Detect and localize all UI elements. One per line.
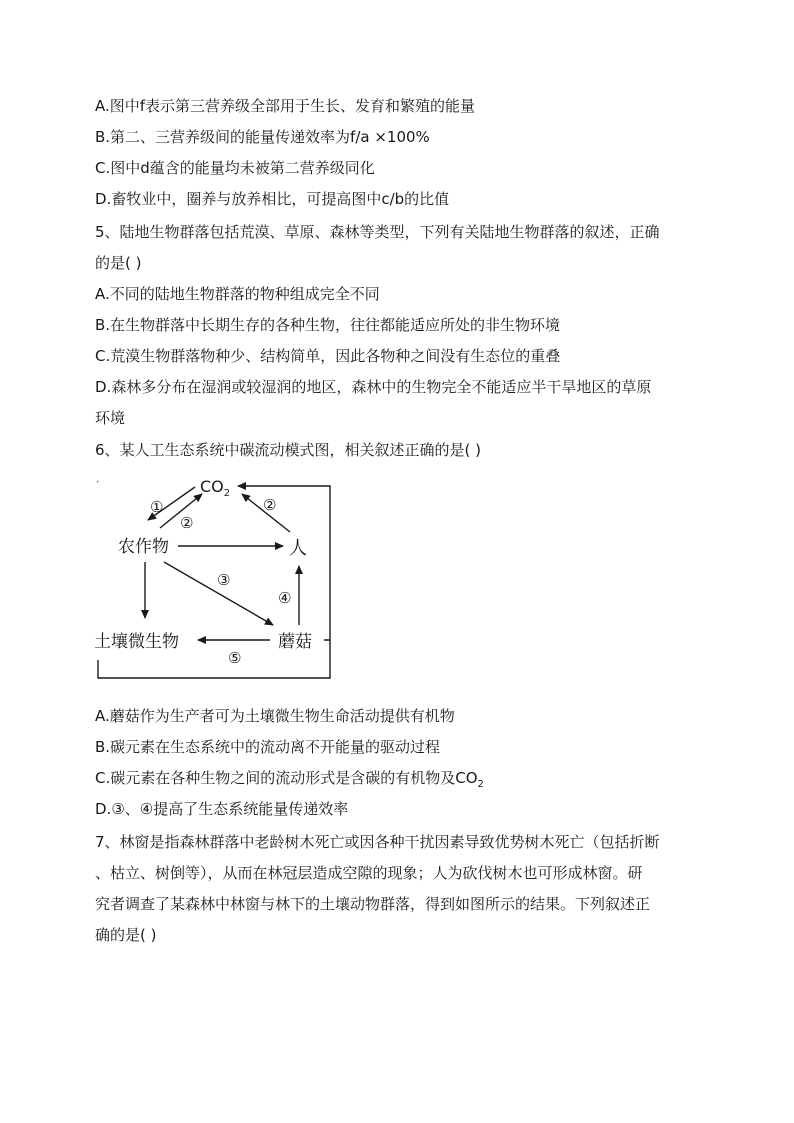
q6-option-a: A.蘑菇作为生产者可为土壤微生物生命活动提供有机物 [95,707,455,725]
q4-option-a: A.图中f表示第三营养级全部用于生长、发育和繁殖的能量 [95,97,476,115]
crops-label: 农作物 [118,537,169,557]
q7-stem-line1: 7、林窗是指森林群落中老龄树木死亡或因各种干扰因素导致优势树木死亡（包括折断 [95,833,660,851]
label-2-left: ② [180,514,194,532]
label-2-right: ② [263,496,277,514]
q6-option-b: B.碳元素在生态系统中的流动离不开能量的驱动过程 [95,738,441,756]
q6-option-c: C.碳元素在各种生物之间的流动形式是含碳的有机物及$CO_2$ [95,769,484,790]
q5-option-b: B.在生物群落中长期生存的各种生物，往往都能适应所处的非生物环境 [95,316,561,334]
q4-option-b: B.第二、三营养级间的能量传递效率为f/a ×100% [95,128,430,146]
q5-stem-line2: 的是( ) [95,254,142,272]
q5-option-d-line1: D.森林多分布在湿润或较湿润的地区，森林中的生物完全不能适应半干旱地区的草原 [95,378,652,396]
q6-stem: 6、某人工生态系统中碳流动模式图，相关叙述正确的是( ) [95,441,482,459]
soil-microbes-label: 土壤微生物 [94,632,179,652]
q5-option-d-line2: 环境 [95,409,126,427]
label-1: ① [150,498,164,516]
q7-stem-line3: 究者调查了某森林中林窗与林下的土壤动物群落，得到如图所示的结果。下列叙述正 [95,895,651,913]
q4-option-c: C.图中d蕴含的能量均未被第二营养级同化 [95,159,375,177]
label-5: ⑤ [228,649,242,667]
arrow-loop-to-co2 [238,486,330,640]
q5-option-c: C.荒漠生物群落物种少、结构简单，因此各物种之间没有生态位的重叠 [95,347,561,365]
q6-option-d: D.③、④提高了生态系统能量传递效率 [95,800,349,818]
stray-mark: ˊ [95,481,100,491]
co2-label: $CO_2$ [200,477,231,499]
mushroom-label: 蘑菇 [278,632,312,652]
label-4: ④ [278,589,292,607]
label-3: ③ [217,571,231,589]
q7-stem-line2: 、枯立、树倒等），从而在林冠层造成空隙的现象；人为砍伐树木也可形成林窗。研 [95,864,643,882]
human-label: 人 [289,538,307,559]
q4-option-d: D.畜牧业中，圈养与放养相比，可提高图中c/b的比值 [95,190,450,208]
q5-stem-line1: 5、陆地生物群落包括荒漠、草原、森林等类型，下列有关陆地生物群落的叙述，正确 [95,223,660,241]
carbon-flow-diagram [90,470,340,685]
q7-stem-line4: 确的是( ) [95,926,157,944]
q5-option-a: A.不同的陆地生物群落的物种组成完全不同 [95,285,380,303]
